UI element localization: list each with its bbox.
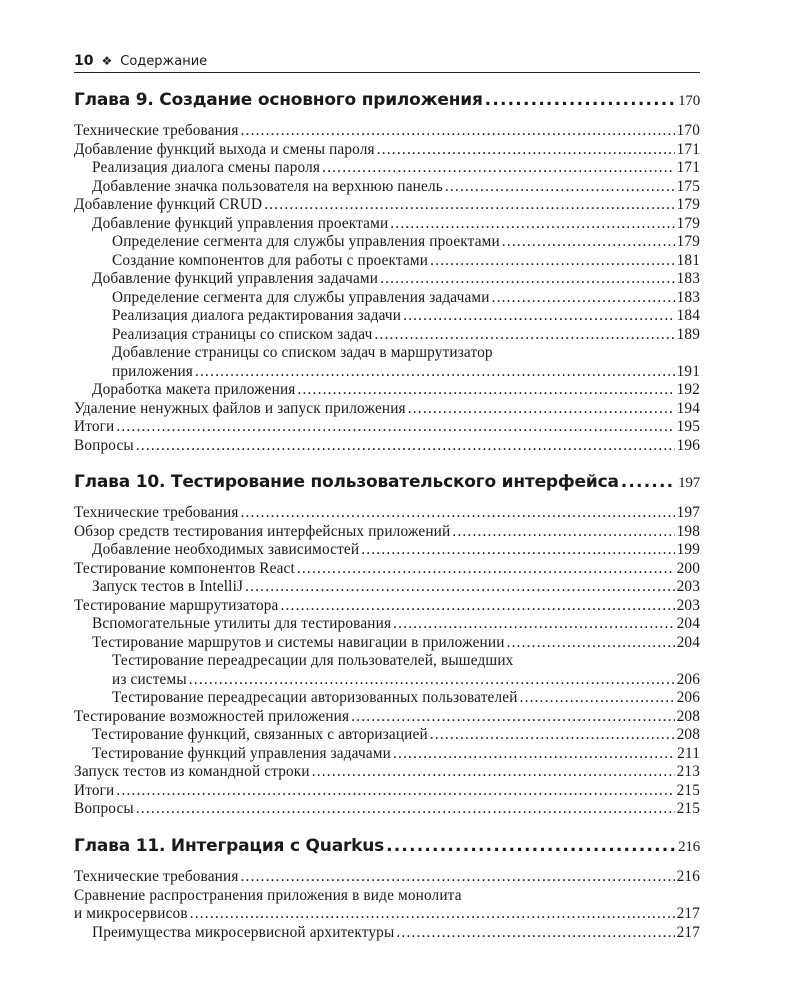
toc-entry	[74, 523, 700, 542]
dot-leader	[264, 196, 674, 215]
toc-entry-text: Вопросы	[74, 800, 134, 817]
dot-leader	[116, 418, 674, 437]
toc-entry-text: Вопросы	[74, 436, 134, 454]
toc-entry-text: Тестирование маршрутизатора	[74, 596, 279, 614]
toc-entry-continuation: приложения	[112, 362, 193, 380]
toc-entry-continuation: из системы	[112, 670, 187, 688]
dot-leader	[621, 472, 676, 492]
dot-leader	[430, 726, 675, 745]
toc-entry	[74, 689, 700, 708]
toc-entry-text: Определение сегмента для службы управления задачами	[112, 288, 490, 306]
toc-entry-page-number: 192	[676, 381, 700, 398]
toc-entry	[74, 905, 700, 924]
toc-entry-page-number: 191	[676, 362, 700, 380]
toc-entry	[74, 541, 700, 560]
chapter-title: Глава 10. Тестирование пользовательского интерфейса	[74, 472, 619, 492]
toc-entry	[74, 800, 700, 819]
chapter-page-number: 216	[678, 839, 700, 855]
toc-entry-text: Технические требования	[74, 504, 239, 521]
toc-entry-page-number: 171	[676, 159, 700, 176]
toc-entry	[74, 437, 700, 456]
toc-entry-page-number: 215	[676, 781, 700, 799]
dot-leader	[245, 578, 675, 597]
dot-leader	[393, 745, 675, 764]
dot-leader	[297, 560, 675, 579]
toc-entry	[74, 782, 700, 801]
toc-entry-page-number: 208	[676, 726, 700, 743]
toc-entry-text: Итоги	[74, 781, 115, 799]
dot-leader	[403, 307, 675, 326]
chapter-page-number: 170	[678, 93, 700, 109]
dot-leader	[189, 671, 675, 690]
dot-leader	[297, 381, 674, 400]
dot-leader	[386, 836, 676, 856]
toc-entry-text: Добавление функций выхода и смены пароля	[74, 140, 375, 158]
toc-entry-text: Запуск тестов из командной строки	[74, 763, 310, 780]
toc-entry	[74, 671, 700, 690]
toc-entry-text: Тестирование переадресации авторизованных пользователей	[112, 689, 518, 706]
toc-entry-text: Тестирование компонентов React	[74, 559, 295, 577]
toc-entry-text: Реализация диалога смены пароля	[92, 159, 321, 176]
toc-entry-page-number: 213	[676, 763, 700, 780]
dot-leader	[241, 504, 675, 523]
toc-entry	[74, 726, 700, 745]
toc-entry-text: Запуск тестов в IntelliJ	[92, 578, 244, 595]
toc-entry-page-number: 217	[676, 923, 700, 941]
toc-entry	[74, 745, 700, 764]
toc-entry-page-number: 208	[676, 707, 700, 725]
dot-leader	[408, 400, 675, 419]
toc-entry	[74, 178, 700, 197]
toc-entry	[74, 868, 700, 887]
dot-leader	[136, 800, 675, 819]
dot-leader	[361, 541, 674, 560]
toc-entry-text: Определение сегмента для службы управления проектами	[112, 233, 500, 250]
toc-entry-text: Реализация диалога редактирования задачи	[112, 307, 402, 324]
toc-entry-text: Доработка макета приложения	[92, 381, 296, 398]
toc-entry-text-line: Добавление страницы со списком задач в маршрутизатор	[112, 344, 493, 361]
toc-entry-text: Добавление функций управления задачами	[92, 270, 379, 287]
toc-entry-continuation: и микросервисов	[74, 905, 188, 922]
running-header	[74, 50, 700, 73]
dot-leader	[322, 159, 675, 178]
toc-entry-text: Тестирование возможностей приложения	[74, 707, 350, 725]
toc-entry	[74, 615, 700, 634]
dot-leader	[195, 363, 675, 382]
dot-leader	[190, 905, 675, 924]
toc-entry	[74, 400, 700, 419]
dot-leader	[492, 289, 675, 308]
dot-leader	[396, 924, 674, 943]
toc-entry-text: Добавление функций управления проектами	[92, 214, 389, 232]
toc-entry-text: Преимущества микросервисной архитектуры	[92, 923, 395, 941]
toc-entry-text-line: Сравнение распространения приложения в виде монолита	[74, 886, 462, 904]
toc-entry	[74, 363, 700, 382]
toc-entry-page-number: 179	[676, 214, 700, 232]
toc-entry	[74, 634, 700, 653]
toc-entry	[74, 418, 700, 437]
toc-entry	[74, 708, 700, 727]
toc-entry	[74, 196, 700, 215]
toc-entry-page-number: 196	[676, 436, 700, 454]
toc-entry-page-number: 181	[676, 251, 700, 269]
toc-entry-page-number: 175	[676, 177, 700, 195]
toc-entry-page-number: 203	[676, 578, 700, 595]
toc-entry-page-number: 211	[677, 744, 700, 762]
toc-entry	[74, 252, 700, 271]
dot-leader	[445, 178, 675, 197]
toc-entry	[74, 763, 700, 782]
toc-entry-text: Тестирование функций управления задачами	[92, 744, 391, 762]
toc-entry	[74, 270, 700, 289]
dot-leader	[281, 597, 675, 616]
toc-entry-page-number: 199	[676, 541, 700, 558]
toc-entry	[74, 159, 700, 178]
toc-entry-page-number: 215	[676, 800, 700, 817]
toc-entry-text: Добавление функций CRUD	[74, 196, 263, 213]
dot-leader	[452, 523, 674, 542]
dot-leader	[241, 122, 675, 141]
dot-leader	[241, 868, 675, 887]
toc-entry-page-number: 204	[676, 615, 700, 632]
toc-entry-text: Технические требования	[74, 122, 239, 139]
toc-entry-page-number: 183	[676, 288, 700, 306]
toc-entry-page-number: 206	[676, 689, 700, 706]
toc-entry-page-number: 204	[676, 633, 700, 651]
dot-leader	[136, 437, 675, 456]
toc-entry	[74, 578, 700, 597]
dot-leader	[374, 326, 674, 345]
toc-entry	[74, 326, 700, 345]
dot-leader	[116, 782, 674, 801]
toc-entry	[74, 381, 700, 400]
chapter-10-section	[74, 472, 700, 819]
dot-leader	[377, 141, 675, 160]
chapter-11-section	[74, 836, 700, 942]
toc-entry-page-number: 217	[676, 905, 700, 922]
toc-entry-page-number: 197	[676, 504, 700, 521]
toc-entry-page-number: 203	[676, 596, 700, 614]
toc-entry	[74, 307, 700, 326]
chapter-title: Глава 11. Интеграция с Quarkus	[74, 836, 385, 856]
toc-entry-page-number: 200	[676, 559, 700, 577]
toc-entry-text: Удаление ненужных файлов и запуск приложения	[74, 399, 406, 417]
toc-entry-page-number: 171	[676, 140, 700, 158]
chapter-title-row	[74, 90, 700, 116]
dot-leader	[430, 252, 675, 271]
toc-entry-page-number: 216	[676, 868, 700, 885]
toc-entry-page-number: 194	[676, 399, 700, 417]
running-title: Содержание	[120, 53, 208, 69]
chapter-title: Глава 9. Создание основного приложения	[74, 90, 483, 110]
dot-leader	[507, 634, 675, 653]
toc-entry-page-number: 170	[676, 122, 700, 139]
ornament-icon: ❖	[101, 54, 113, 68]
toc-entry-page-number: 179	[676, 233, 700, 250]
dot-leader	[393, 615, 674, 634]
dot-leader	[312, 763, 675, 782]
toc-entry-text: Добавление значка пользователя на верхнюю панель	[92, 177, 443, 195]
toc-entry-text-line: Тестирование переадресации для пользователей, вышедших	[112, 652, 514, 669]
toc-entry-page-number: 195	[676, 418, 700, 435]
toc-entry-text: Вспомогательные утилиты для тестирования	[92, 615, 392, 632]
toc-entry-page-number: 183	[676, 270, 700, 287]
toc-entry-text: Создание компонентов для работы с проектами	[112, 251, 429, 269]
dot-leader	[351, 708, 674, 727]
chapter-title-row	[74, 836, 700, 862]
toc-entry-text: Тестирование функций, связанных с авторизацией	[92, 726, 428, 743]
toc-entry-text: Итоги	[74, 418, 115, 435]
toc-entry	[74, 924, 700, 943]
toc-entry	[74, 504, 700, 523]
chapter-9-section	[74, 90, 700, 455]
dot-leader	[485, 90, 676, 110]
chapter-page-number: 197	[678, 475, 700, 491]
dot-leader	[390, 215, 674, 234]
dot-leader	[502, 233, 675, 252]
toc-entry-text: Реализация страницы со списком задач	[112, 325, 373, 343]
toc-entry-text: Технические требования	[74, 868, 239, 885]
dot-leader	[380, 270, 675, 289]
toc-entry-page-number: 189	[676, 325, 700, 343]
toc-entry	[74, 560, 700, 579]
toc-entry-text: Обзор средств тестирования интерфейсных приложений	[74, 522, 451, 540]
toc-entry-text: Добавление необходимых зависимостей	[92, 541, 360, 558]
toc-entry	[74, 215, 700, 234]
toc-entry	[74, 233, 700, 252]
toc-entry	[74, 597, 700, 616]
toc-entry-page-number: 179	[676, 196, 700, 213]
dot-leader	[520, 689, 675, 708]
toc-entry	[74, 141, 700, 160]
toc-entry-text: Тестирование маршрутов и системы навигации в приложении	[92, 633, 505, 651]
toc-entry	[74, 122, 700, 141]
toc-entry-page-number: 184	[676, 307, 700, 324]
page-number: 10	[74, 53, 94, 69]
toc-entry-page-number: 206	[676, 670, 700, 688]
toc-entry-page-number: 198	[676, 522, 700, 540]
chapter-title-row	[74, 472, 700, 498]
toc-entry	[74, 289, 700, 308]
